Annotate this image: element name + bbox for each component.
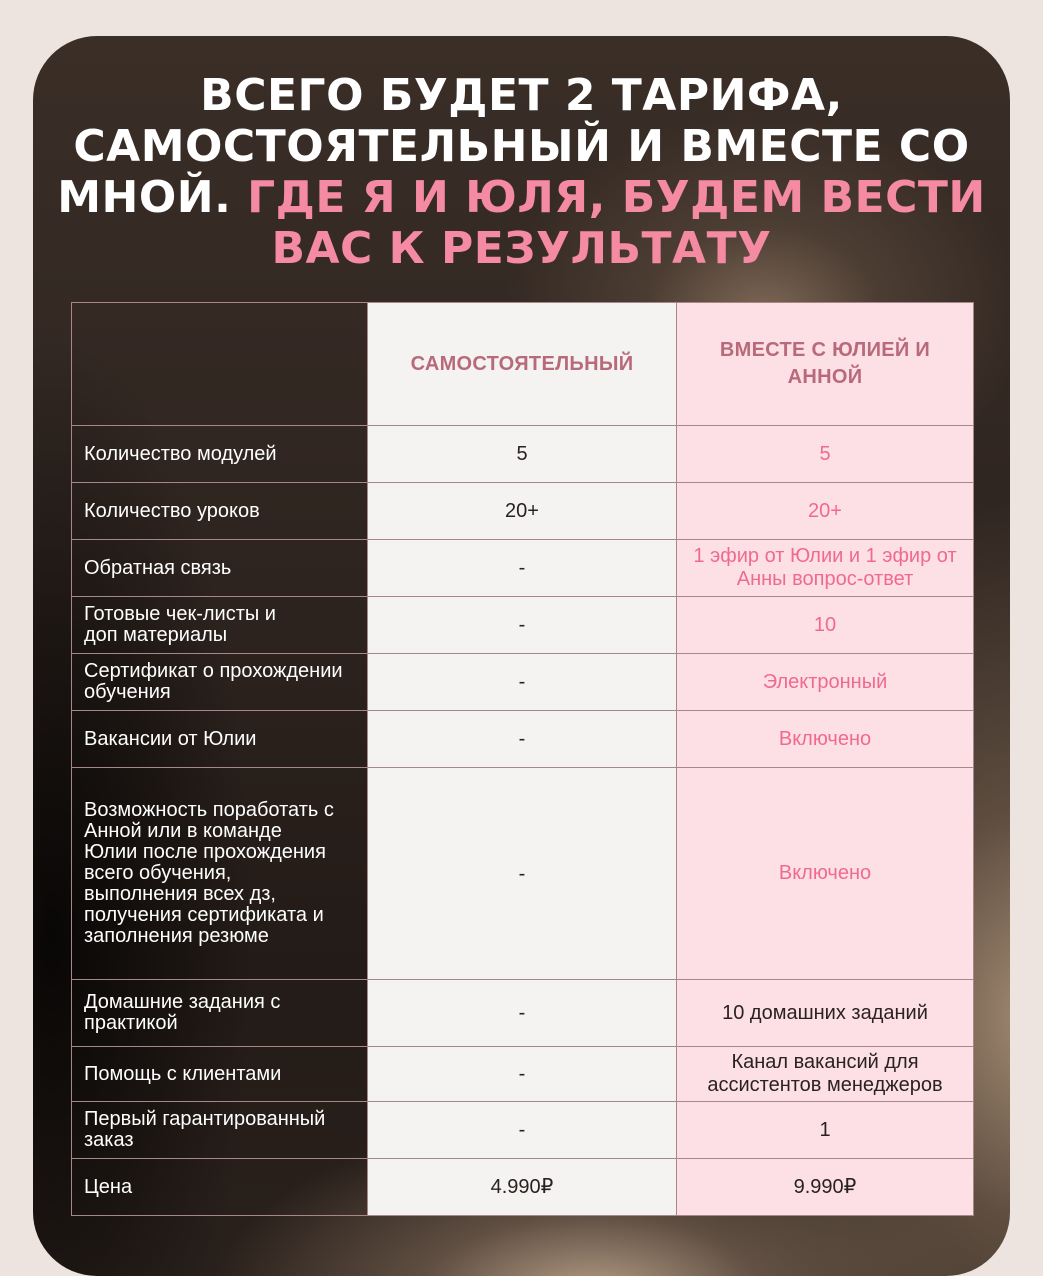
row-with-value [677,1047,974,1102]
table-row [72,1159,974,1216]
row-with-value: 10 домашних заданий [677,980,974,1047]
headline-white: ВСЕГО БУДЕТ 2 ТАРИФА, САМОСТОЯТЕЛЬНЫЙ И ВМЕСТЕ СО МНОЙ. [57,70,970,223]
table-row [72,483,974,540]
table-row [72,1102,974,1159]
table-row [72,980,974,1047]
row-label: Вакансии от Юлии [72,711,368,768]
headline [33,70,1010,274]
row-self-value: - [368,597,677,654]
row-label: Количество модулей [72,426,368,483]
tariff-card [33,36,1010,1276]
row-label [72,980,368,1047]
row-label-text: Домашние задания с практикой [84,991,281,1034]
row-with-value: 1 эфир от Юлии и 1 эфир от Анны вопрос-ответ [677,540,974,597]
row-self-value: 5 [368,426,677,483]
row-self-value: - [368,711,677,768]
row-with-value: Электронный [677,654,974,711]
row-label [72,1102,368,1159]
header-empty-cell [72,303,368,426]
row-label-text: Первый гарантированный заказ [84,1108,326,1151]
table-row [72,768,974,980]
row-with-value: Включено [677,711,974,768]
row-with-value: 20+ [677,483,974,540]
row-label [72,597,368,654]
row-label: Цена [72,1159,368,1216]
table-row [72,597,974,654]
comparison-table [71,302,974,1216]
headline-pink: ГДЕ Я И ЮЛЯ, БУДЕМ ВЕСТИ ВАС К РЕЗУЛЬТАТУ [247,172,986,274]
row-with-value: 5 [677,426,974,483]
row-self-value: - [368,980,677,1047]
row-label-text: Возможность поработать с Анной или в команде Юлии после прохождения всего обучения, выполнения всех дз, получения сертификата и заполнения резюме [84,799,334,947]
row-self-value: - [368,1047,677,1102]
row-self-value: - [368,1102,677,1159]
row-with-value: Включено [677,768,974,980]
row-label: Помощь с клиентами [72,1047,368,1102]
price-self: 4.990₽ [368,1159,677,1216]
table-row [72,1047,974,1102]
row-label-text: Сертификат о прохождении обучения [84,660,343,703]
row-with-value: 1 [677,1102,974,1159]
table-row [72,711,974,768]
row-label [72,654,368,711]
row-label: Обратная связь [72,540,368,597]
row-label [72,768,368,980]
row-label-text: Готовые чек-листы и доп материалы [84,603,276,646]
row-with-text: Канал вакансий для ассистентов менеджеров [707,1051,943,1096]
table-row [72,654,974,711]
header-with [677,303,974,426]
table-row [72,540,974,597]
row-self-value: - [368,540,677,597]
row-with-value: 10 [677,597,974,654]
header-self: САМОСТОЯТЕЛЬНЫЙ [368,303,677,426]
table-row [72,426,974,483]
table-header-row [72,303,974,426]
price-with: 9.990₽ [677,1159,974,1216]
row-self-value: 20+ [368,483,677,540]
header-with-text: ВМЕСТЕ С ЮЛИЕЙ И АННОЙ [719,339,931,388]
row-self-value: - [368,654,677,711]
row-self-value: - [368,768,677,980]
row-label: Количество уроков [72,483,368,540]
